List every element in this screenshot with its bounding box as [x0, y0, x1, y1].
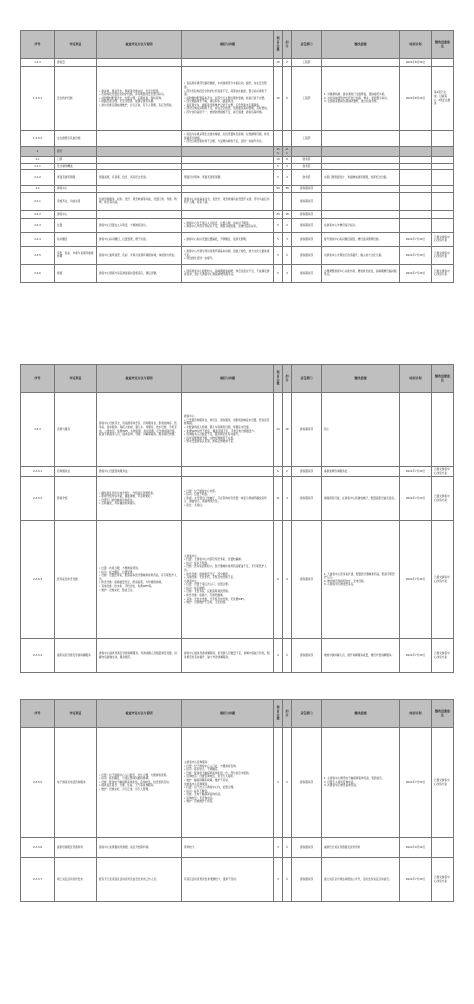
cell-score [274, 131, 283, 147]
cell-no: 2.2 [21, 186, 55, 193]
cell-time [400, 393, 432, 467]
cell-no: 1.3.3 [21, 59, 55, 67]
cell-fix: 重新装修咨询服务处 [322, 467, 400, 477]
cell-fix [322, 192, 400, 210]
cell-method: • 位置：布局合理，方便游客使用。 • 标识：标志醒目，位置显著。 • 设施：设置医务室，配备基本医疗器械和常用药品，有专职医护人员。 • 休息设施：座椅数量充足，舒适美观，与环境相协调。 • 其他设施：饮水机、手机充电、免费WIFI等。 • 维护：设施完好，整洁卫生。 [97, 521, 182, 639]
table-row [21, 192, 454, 210]
evaluation-table-page-3 [20, 699, 454, 902]
cell-item: 标识醒目 [55, 232, 97, 246]
cell-note: 已提交游客中心改造方案 [432, 858, 454, 902]
cell-time: 2021年7月30日 [400, 858, 432, 902]
cell-note: 已提交游客中心改造方案 [432, 639, 454, 673]
column-header: 评定项目 [55, 31, 97, 59]
column-header: 项目分值 [274, 31, 283, 59]
cell-dept: 游客服务部 [292, 246, 322, 264]
cell-method: 游客中心建筑造型、色彩、外观与景观环境相协调，体现地方特色。 [97, 246, 182, 264]
column-header: 序号 [21, 365, 55, 393]
cell-dept: 游客服务部 [292, 858, 322, 902]
cell-fix [322, 210, 400, 218]
cell-status [182, 163, 274, 170]
cell-score: 6 [274, 467, 283, 477]
cell-time [400, 131, 432, 147]
cell-time [400, 157, 432, 164]
table-row [21, 838, 454, 858]
cell-no: 2.2.3 [21, 218, 55, 232]
cell-time [400, 163, 432, 170]
cell-score: 5 [274, 232, 283, 246]
column-header: 责任部门 [292, 365, 322, 393]
cell-deduct: 18 [283, 210, 292, 218]
table-row [21, 264, 454, 282]
cell-dept: 工程部 [292, 67, 322, 131]
cell-method [97, 59, 182, 67]
cell-score: 5 [274, 218, 283, 232]
column-header: 现状与问题 [182, 365, 274, 393]
table-row [21, 210, 454, 218]
cell-deduct: 8 [283, 157, 292, 164]
cell-note [432, 131, 454, 147]
cell-deduct: 2 [283, 467, 292, 477]
cell-time [400, 186, 432, 193]
cell-status: • 现有游客中心面积较小，高峰期游客拥挤，休息区座位不足，不能满足游客需求，需扩大游客中心规模或增设服务点。 [182, 264, 274, 282]
cell-no: 2.2.1 [21, 192, 55, 210]
table-row [21, 67, 454, 131]
cell-score: 5 [274, 264, 283, 282]
cell-dept: 游客服务部 [292, 477, 322, 521]
cell-item: 位置 [55, 218, 97, 232]
cell-method [97, 210, 182, 218]
cell-item: 规模 [55, 264, 97, 282]
cell-score: 5 [274, 170, 283, 186]
table-row [21, 246, 454, 264]
header-row [21, 700, 454, 728]
cell-score: 5 [274, 163, 283, 170]
column-header: 时间计划 [400, 31, 432, 59]
cell-status: 票面设计简单，背面无游览简图。 [182, 170, 274, 186]
cell-no: 2.2.3.4 [21, 639, 55, 673]
cell-deduct: 3 [283, 264, 292, 282]
cell-note [432, 393, 454, 467]
cell-no: 2.1.1 [21, 163, 55, 170]
cell-no: 2.2.3.6 [21, 838, 55, 858]
cell-note [432, 147, 454, 157]
column-header: 时间计划 [400, 700, 432, 728]
table-row [21, 232, 454, 246]
cell-fix: 1. 主游客中心增设电子触摸屏查询设备，更新信息。 2. 设置专人接听咨询电话。 3. 次游客中心增设查询设备。 [322, 728, 400, 838]
cell-fix [322, 157, 400, 164]
table-row [21, 858, 454, 902]
cell-no: 1.3.3.2 [21, 131, 55, 147]
header-row [21, 365, 454, 393]
cell-score: 11 [274, 477, 283, 521]
column-header: 检查评定方法与说明 [97, 31, 182, 59]
cell-deduct: 2 [283, 59, 292, 67]
cell-item: 咨询服务处 [55, 467, 97, 477]
cell-item: 造型、色彩、外观与景观环境相协调 [55, 246, 97, 264]
cell-time: 2021年7月30日 [400, 521, 432, 639]
cell-status: • 景区内步道采用生态透水铺装，沿线设置休息座椅、垃圾桶等设施，休息座椅部分破损。 • 部分区域设施布局不合理，与景观协调性不足，需进一步提升优化。 [182, 131, 274, 147]
cell-dept: 游客服务部 [292, 232, 322, 246]
column-header: 评定项目 [55, 365, 97, 393]
cell-item: 设施齐全，功能完善 [55, 192, 97, 210]
cell-item: 医务室及休息设施 [55, 521, 97, 639]
cell-method: 游客中心提供导游及导游讲解服务，导游讲解人员数量满足需要，讲解内容准确生动，服务规范。 [97, 639, 182, 673]
cell-deduct: 2 [283, 858, 292, 902]
cell-score: 50 [274, 186, 283, 193]
cell-status: 资料较少。 [182, 838, 274, 858]
cell-fix: 完善门票票面设计，背面增加游览简图，发挥纪念价值。 [322, 170, 400, 186]
cell-item: 影视介绍 [55, 477, 97, 521]
cell-deduct: 4 [283, 170, 292, 186]
cell-method: 游客中心规模与景区游客接待量相适应，满足需要。 [97, 264, 182, 282]
cell-dept: 财务部 [292, 170, 322, 186]
cell-status: 有景区活动宣传但发布渠道较少，更新不及时。 [182, 858, 274, 902]
cell-status: • 景区游步道部分路段破损，木质栈道部分木板松动、腐朽，存在安全隐患。 • 部分危险地段安全防护栏杆高度不足，局部存在缺损，警示标识褪色不清。 • 消防器材配置基本齐全，但部分灭火器过期未更换，检查记录不完整。 • 部分道路排水不畅，雨后积水，路面坑洼。 • 景区观光车、游船等设施维护记录不完整，应急预案未定期演练。 • 部分区域夜间照明不足，存在安全隐患，需加强巡查和管理，及时整改。 • 部分台阶高度不一，坡道防滑措施不足，雨天湿滑，游客容易摔倒。 [182, 67, 274, 131]
cell-no: 2.2.3.7 [21, 858, 55, 902]
cell-status: 主游客中心咨询服务： • 位置：位于游客中心入口处，方便游客咨询。 • 标识：标识较小，不够醒目。 • 设施：配备电子触摸屏查询系统一台，部分信息未更新。 • 咨询电话：设置咨询电话，但无专人接听。 • 维护：触摸屏偶有故障，维护不及时。 次游客中心咨询服务： • 位置：位于次入口游客中心内，位置合理。 • 标识：标识不醒目。 • 设施：无电子触摸屏查询系统。 • 咨询电话：无咨询电话。 • 维护：设施维护不到位。 [182, 728, 274, 838]
cell-time: 2021年7月30日 [400, 467, 432, 477]
table-row [21, 170, 454, 186]
cell-status: • 游客中心标识设置位置偏低，不够醒目，夜间无照明。 [182, 232, 274, 246]
cell-status: 大游客中心： • 位置：主游客中心内部设有医务室，位置较偏僻。 • 标识：标识不明显。 • 设施：医务室面积较小，医疗器械和常用药品配备不足，无专职医护人员。 • 休息设施：座椅数量不足，部分破损。 • 其他设施：无饮水机，手机充电设施不足。 小游客中心： • 位置：设置于景区次入口，位置合理。 • 标识：标识破损。 • 设施：无医务室，仅配备简易医药箱。 • 休息设施：座椅少，无遮阳措施。 • 其他：无饮水设施，无手机充电设施，无免费WIFI。 • 维护：设施维护不及时，卫生较差。 [182, 521, 274, 639]
cell-note [432, 170, 454, 186]
cell-time: 2021年7月30日 [400, 264, 432, 282]
cell-score: 10 [274, 59, 283, 67]
column-header: 扣分 [283, 365, 292, 393]
page-3 [20, 699, 453, 902]
cell-status [182, 147, 274, 157]
column-header: 项目分值 [274, 700, 283, 728]
header-row [21, 31, 454, 59]
column-header: 整改措施 [322, 700, 400, 728]
cell-dept: 游客服务部 [292, 210, 322, 218]
table-row [21, 163, 454, 170]
cell-method: • 播放景区宣传片或介绍片，介绍景区资源特色。 • 影视介绍内容丰富，画面清晰，声音效果好。 • 设置专门的放映场所和座位。 • 定时播放，并有播放时间提示。 [97, 477, 182, 521]
cell-item: 游客量 [55, 59, 97, 67]
cell-dept: 财务部 [292, 157, 322, 164]
cell-method: 游客中心设置在入口附近，方便游客到达。 [97, 218, 182, 232]
cell-no: 2.2.3 [21, 393, 55, 467]
cell-deduct: 2 [283, 218, 292, 232]
cell-no: 2.2.5 [21, 246, 55, 264]
cell-dept: 游客服务部 [292, 728, 322, 838]
cell-fix: 提升游客中心标识醒目程度，增设夜间照明设施。 [322, 232, 400, 246]
cell-fix: 重新设计景区导游图及宣传资料 [322, 838, 400, 858]
table-row [21, 393, 454, 467]
cell-time: 2021年7月30日 [400, 232, 432, 246]
cell-fix: 1. 大游客中心医务室扩建，配置医疗器械和药品，配备专职医护人员。 2. 增加休息座椅和饮水、充电设施。 3. 小游客中心增设医务点。 [322, 521, 400, 639]
cell-time: 2021年9月30日 [400, 838, 432, 858]
column-header: 责任部门 [292, 700, 322, 728]
column-header: 整改措施 [322, 31, 400, 59]
page-2 [20, 364, 453, 673]
cell-method: 游客中心免费提供导游图、景区介绍资料等。 [97, 838, 182, 858]
cell-no: 2.2.3.2 [21, 477, 55, 521]
cell-time: 2021年7月30日 [400, 246, 432, 264]
cell-time: 2021年7月30日 [400, 639, 432, 673]
cell-score: 6 [274, 521, 283, 639]
cell-score: 3 [274, 728, 283, 838]
column-header: 序号 [21, 700, 55, 728]
cell-fix [322, 147, 400, 157]
cell-note: 已提交游客中心改造方案 [432, 467, 454, 477]
cell-fix [322, 131, 400, 147]
cell-dept: 游客服务部 [292, 218, 322, 232]
cell-item: 电子游客及电话咨询服务 [55, 728, 97, 838]
cell-note [432, 59, 454, 67]
table-row [21, 131, 454, 147]
cell-fix: 合理调整游客中心功能布局，增加休息座位，高峰期增设临时服务点。 [322, 264, 400, 282]
cell-deduct: 3 [283, 232, 292, 246]
column-header: 时间计划 [400, 365, 432, 393]
cell-deduct: 2 [283, 728, 292, 838]
cell-note: 第1项已完成，目前第2、3项正在推进 [432, 67, 454, 131]
column-header: 现状与问题 [182, 700, 274, 728]
cell-deduct: 111 [283, 147, 292, 157]
cell-status [182, 186, 274, 193]
cell-method [97, 186, 182, 193]
cell-item: 设计制作精美 [55, 163, 97, 170]
cell-deduct: 2 [283, 246, 292, 264]
cell-time: 2021年7月30日 [400, 728, 432, 838]
table-row [21, 157, 454, 164]
cell-status: 游客中心提供导游讲解服务，但导游人员数量不足，讲解内容缺乏特色，服务规范性有待提升，缺少外语讲解服务。 [182, 639, 274, 673]
cell-fix: 在游客中心外增设指引标识。 [322, 218, 400, 232]
cell-fix: 建立景区官方网站和微信公众号，及时发布景区活动信息。 [322, 858, 400, 902]
cell-item: 网上景区活动宣传发布 [55, 858, 97, 902]
cell-time: 2021年7月30日 [400, 477, 432, 521]
cell-item: 提供导游图及导游资料 [55, 838, 97, 858]
cell-time [400, 192, 432, 210]
cell-dept: 游客服务部 [292, 838, 322, 858]
table-row [21, 639, 454, 673]
cell-dept: 游客服务部 [292, 639, 322, 673]
table-row [21, 59, 454, 67]
cell-method: • 游步道、观景平台、桥梁等设施完好，无安全隐患。 • 危险地段设置安全防护设施，并有明显的安全警示标识。 • 消防器材配置齐全，位置合理，定期检查，保持有效。 • 道路设置合理，无安全隐患，能满足游览需要。 • 游乐设施定期检测维护，运行正常，有专人管理，有应急预案。 [97, 67, 182, 131]
table-row [21, 477, 454, 521]
cell-note [432, 192, 454, 210]
table-row [21, 728, 454, 838]
cell-status [182, 210, 274, 218]
cell-item: 生态游憩及其他设施 [55, 131, 97, 147]
cell-dept: 游客服务部 [292, 264, 322, 282]
cell-deduct: 16 [283, 393, 292, 467]
cell-time [400, 218, 432, 232]
cell-dept: 工程部 [292, 131, 322, 147]
column-header: 责任部门 [292, 31, 322, 59]
cell-time: 2021年8月30日 [400, 59, 432, 67]
cell-method [97, 131, 182, 147]
cell-no: 2.1 [21, 157, 55, 164]
cell-fix: 增加导游讲解人员，提升讲解服务质量，增设外语讲解服务。 [322, 639, 400, 673]
table-row [21, 186, 454, 193]
column-header: 整改进度备注 [432, 700, 454, 728]
cell-score: 3 [274, 858, 283, 902]
cell-deduct: 2 [283, 639, 292, 673]
column-header: 检查评定方法与说明 [97, 700, 182, 728]
cell-dept: 游客服务部 [292, 186, 322, 193]
cell-deduct: 2 [283, 838, 292, 858]
cell-note [432, 186, 454, 193]
column-header: 整改进度备注 [432, 365, 454, 393]
cell-item: 设施与服务 [55, 393, 97, 467]
cell-note [432, 218, 454, 232]
cell-no: 2.1.2 [21, 170, 55, 186]
cell-dept: 游客服务部 [292, 467, 322, 477]
cell-score: 3 [274, 838, 283, 858]
cell-time [400, 210, 432, 218]
cell-status [182, 157, 274, 164]
cell-score: 4 [274, 639, 283, 673]
column-header: 现状与问题 [182, 31, 274, 59]
cell-note: 已提交游客中心改造方案 [432, 232, 454, 246]
cell-deduct: 4 [283, 521, 292, 639]
cell-dept: 工程部 [292, 59, 322, 67]
cell-deduct [283, 131, 292, 147]
cell-status: • 游客中心外观与周边景观环境基本协调，但缺乏特色，地方文化元素体现不足。 • 周边绿化需进一步提升。 [182, 246, 274, 264]
cell-method: 包括咨询服务、投诉、医疗、紧急救援等功能，设置门票、导游、购物、休息等功能。 [97, 192, 182, 210]
column-header: 序号 [21, 31, 55, 59]
cell-item: 游客中心 [55, 210, 97, 218]
column-header: 扣分 [283, 31, 292, 59]
cell-item: 提供景区导游及导游讲解服务 [55, 639, 97, 673]
cell-method: 游客中心设施齐全，包括游客休息区、咨询服务台、影视放映室、医务室、寄存服务、残疾人轮椅、婴儿车、母婴室、饮水设施、手机充电、公用电话、免费WIFI、失物招领、投诉受理、应急救援等设施，配备专职服务人员，提供咨询、导游、讲解等服务，服务规范热情。 [97, 393, 182, 467]
cell-no: 2 [21, 147, 55, 157]
cell-status [182, 467, 274, 477]
cell-note: 已提交游客中心改造方案 [432, 246, 454, 264]
table-row [21, 521, 454, 639]
column-header: 检查评定方法与说明 [97, 365, 182, 393]
cell-deduct: 4 [283, 477, 292, 521]
cell-no: 2.2.4 [21, 232, 55, 246]
cell-deduct [283, 192, 292, 210]
cell-item: 门票 [55, 157, 97, 164]
cell-no: 2.2.3.3 [21, 521, 55, 639]
cell-fix [322, 163, 400, 170]
column-header: 评定项目 [55, 700, 97, 728]
cell-no: 2.2.6 [21, 264, 55, 282]
cell-score: 10 [274, 67, 283, 131]
section-row [21, 147, 454, 157]
cell-method [97, 157, 182, 164]
cell-item: 安全防护设施 [55, 67, 97, 131]
cell-fix: 1. 对破损栈道、游步道进行全面修复，更换腐朽木板。 2. 对危险地段防护栏杆进行加高、修补，更新警示标识。 3. 全面检查更换过期消防器材，建立检查台账。 [322, 67, 400, 131]
cell-no: 2.2.2 [21, 210, 55, 218]
cell-dept: 游客服务部 [292, 393, 322, 467]
cell-note: 已提交游客中心改造方案 [432, 521, 454, 639]
cell-dept: 游客服务部 [292, 521, 322, 639]
cell-note: 已提交游客中心改造方案 [432, 477, 454, 521]
cell-score: 20 [274, 210, 283, 218]
cell-fix: 对游客中心外观进行改造提升，融入地方文化元素。 [322, 246, 400, 264]
cell-time [400, 170, 432, 186]
cell-method: 票面美观，有景观、信息、具有纪念价值。 [97, 170, 182, 186]
cell-deduct: 4 [283, 163, 292, 170]
cell-item: 游览 [55, 147, 97, 157]
cell-fix [322, 59, 400, 67]
cell-note: 已提交游客中心改造方案 [432, 264, 454, 282]
cell-note [432, 157, 454, 164]
table-row [21, 218, 454, 232]
cell-score: 10 [274, 157, 283, 164]
cell-no: 1.3.3.1 [21, 67, 55, 131]
column-header: 扣分 [283, 700, 292, 728]
table-row [21, 467, 454, 477]
cell-score: 156 [274, 147, 283, 157]
cell-fix: 同上 [322, 393, 400, 467]
cell-item: 背面有游览简图 [55, 170, 97, 186]
column-header: 整改进度备注 [432, 31, 454, 59]
cell-fix [322, 186, 400, 193]
cell-score: 5 [274, 246, 283, 264]
cell-score: 24 [274, 393, 283, 467]
cell-dept: 游客服务部 [292, 192, 322, 210]
cell-deduct: 38 [283, 186, 292, 193]
cell-note [432, 210, 454, 218]
cell-note [432, 838, 454, 858]
evaluation-table-page-1 [20, 30, 454, 283]
cell-status [182, 59, 274, 67]
cell-method: 游客中心标识醒目，位置显著，便于识别。 [97, 232, 182, 246]
cell-deduct: 5 [283, 67, 292, 131]
cell-note: 已提交游客中心改造方案 [432, 728, 454, 838]
cell-fix: 拆除现有设备，在游客中心新建放映厅，配置投影设备及座位。 [322, 477, 400, 521]
cell-method: 游客中心设置咨询服务处。 [97, 467, 182, 477]
cell-no: 2.2.3.1 [21, 467, 55, 477]
cell-dept: 财务部 [292, 163, 322, 170]
cell-status: • 位置：位于游客中心内部。 • 标识：位置不明显。 • 影视：未设置专门放映厅，只在咨询台旁设置一块显示屏循环播放宣传片，画面较小，观看效果欠佳。 • 座位：无座位。 [182, 477, 274, 521]
cell-method: • 位置：位于游客中心入口附近，设计合理，方便游客使用。 • 标识：标识醒目，与景区整体风格相协调。 • 设施：配备电子触摸屏查询系统、咨询电话，信息更新及时。 • 提供景区信息、交通、住宿、天气等查询服务。 • 维护：设施完好，运行正常，有专人管理。 [97, 728, 182, 838]
cell-item: 游客中心 [55, 186, 97, 193]
cell-method [97, 163, 182, 170]
page-1 [20, 30, 453, 283]
cell-status: 游客中心： • 已设置咨询服务台、休息区、寄存服务，但影视放映室未设置，医务室设施简陋。 • 未配备残疾人轮椅、婴儿车等便民设施，母婴室未设置。 • 免费WIFI信号不稳定，覆盖范围不足，手机充电设施数量少。 • 咨询服务人员数量不足，服务规范性有待提升。 • 投诉受理渠道不畅，失物招领制度不完善。 • 暂未设置游客意见簿，游客反馈渠道不足。 [182, 393, 274, 467]
column-header: 项目分值 [274, 365, 283, 393]
cell-score [274, 192, 283, 210]
cell-time [400, 147, 432, 157]
cell-note [432, 163, 454, 170]
cell-no: 2.2.3.5 [21, 728, 55, 838]
cell-method: 配有专门负责景区活动宣传及信息发布的工作人员。 [97, 858, 182, 902]
cell-dept [292, 147, 322, 157]
cell-method [97, 147, 182, 157]
cell-status: 游客中心功能基本齐全，但医疗、紧急救援功能设置不完善，部分功能区布局不合理，标识不清。 [182, 192, 274, 210]
cell-time: 2021年8月30日 [400, 67, 432, 131]
cell-status: • 游客中心位于景区入口附近，位置合理，但标识不明显。 • 游客中心外部引导标识不足，游客寻找困难，需增设指引标识。 [182, 218, 274, 232]
evaluation-table-page-2 [20, 364, 454, 673]
column-header: 整改措施 [322, 365, 400, 393]
